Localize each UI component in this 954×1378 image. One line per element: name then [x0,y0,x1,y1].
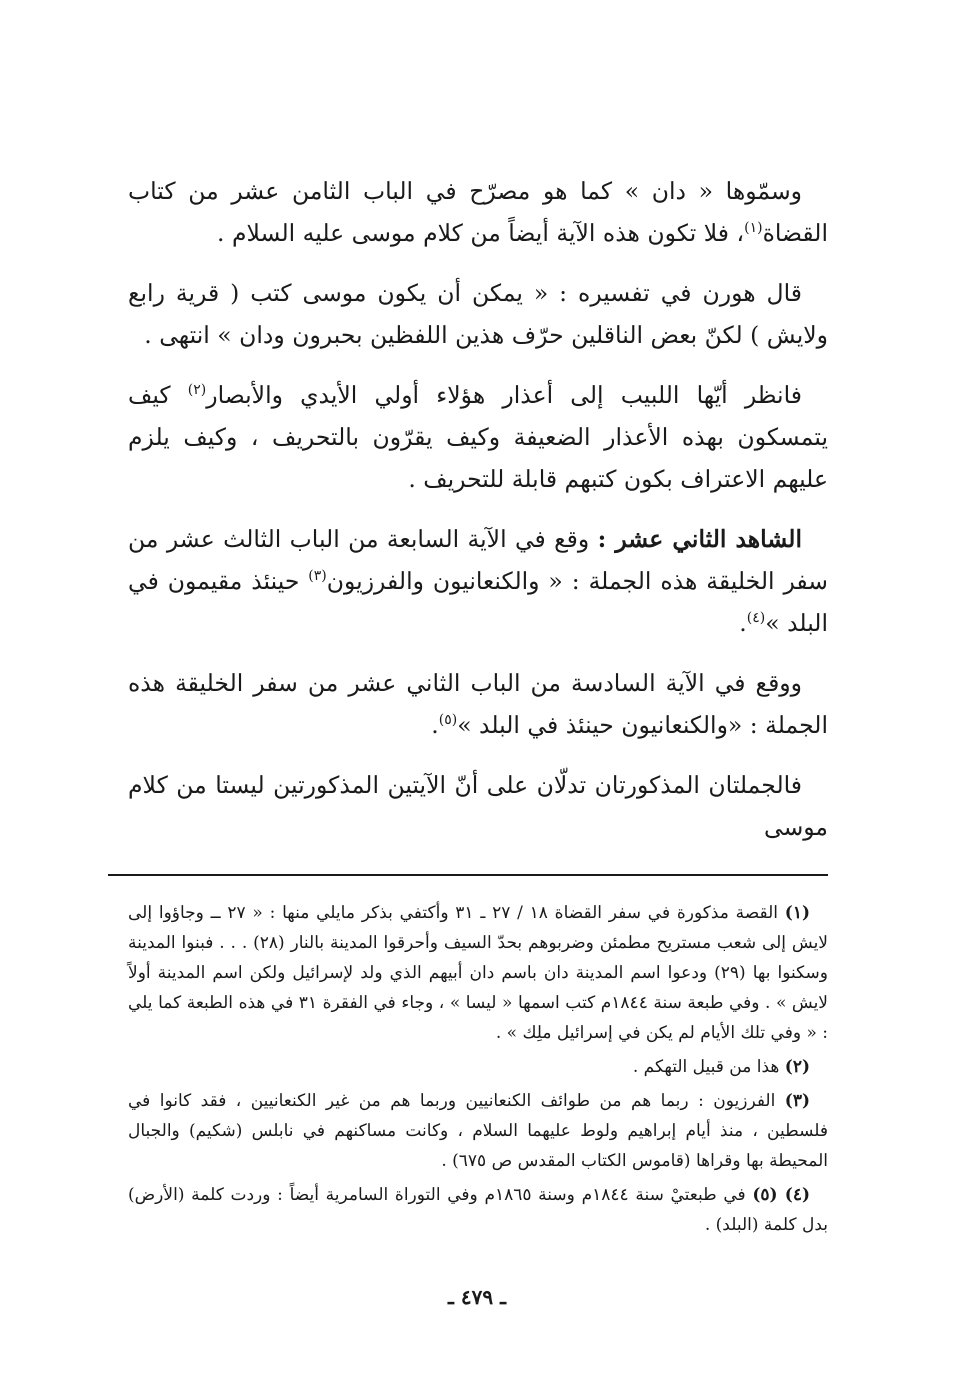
footnote-ref-1: (١) [744,220,763,237]
footnote-ref-5: (٥) [438,712,458,729]
p4-text-b: حينئذ مقيمون في البلد » [128,567,828,637]
footnote-1 [128,898,828,1048]
page-number: ـ ٤٧٩ ـ [448,1285,506,1309]
footnote-3-text: الفرزيون : ربما هم من طوائف الكنعانيين وربما هم من غير الكنعانيين ، فقد كانوا في فلسطين ، منذ أيام إبراهيم ولوط عليهما السلام ، وكانت مساكنهم في نابلس (شكيم) والجبال المحيطة بها وقراها (قاموس الكتاب المقدس ص ٦٧٥) . [128,1091,828,1171]
p4-end: . [739,609,747,637]
footnote-3-number: (٣) [784,1091,811,1111]
paragraph-1 [128,170,828,254]
footnote-1-number: (١) [784,903,811,923]
p1-tail: ، فلا تكون هذه الآية أيضاً من كلام موسى عليه السلام . [217,219,745,247]
footnote-4-5-number: (٤) (٥) [752,1185,811,1205]
footnote-ref-4: (٤) [746,610,766,627]
footnote-2 [128,1052,828,1082]
paragraph-5 [128,662,828,746]
p3-text-a: فانظر أيّها اللبيب إلى أعذار هؤلاء أولي الأيدي والأبصار [206,381,802,409]
footnote-ref-3: (٣) [308,568,327,585]
p5-text: ووقع في الآية السادسة من الباب الثاني عشر من سفر الخليقة هذه الجملة : «والكنعانيون حينئذ في البلد » [128,669,828,739]
p1-text: وسمّوها « دان » كما هو مصرّح في الباب الثامن عشر من كتاب القضاة [128,177,828,247]
p3-text-b: كيف يتمسكون بهذه الأعذار الضعيفة وكيف يقرّون بالتحريف ، وكيف يلزم عليهم الاعتراف بكون كتبهم قابلة للتحريف . [128,381,828,493]
footnote-4-5 [128,1180,828,1240]
paragraph-3 [128,374,828,500]
footnote-divider [108,874,828,876]
paragraph-6 [128,764,828,848]
p5-end: . [431,711,439,739]
footnote-1-text: القصة مذكورة في سفر القضاة ١٨ / ٢٧ ـ ٣١ وأكتفي بذكر مايلي منها : « ٢٧ ــ وجاؤوا إلى لايش إلى شعب مستريح مطمئن وضربوهم بحدّ السيف وأحرقوا المدينة بالنار (٢٨) . . . فبنوا المدينة وسكنوا بها (٢٩) ودعوا اسم المدينة دان باسم دان أبيهم الذي ولد لإسرائيل ولكن اسم المدينة أولاً لايش » . وفي طبعة سنة ١٨٤٤م كتب اسمها « ليسا » ، وجاء في الفقرة ٣١ في هذه الطبعة كما يلي : « وفي تلك الأيام لم يكن في إسرائيل ملِك » . [128,903,828,1043]
p2-text: قال هورن في تفسيره : « يمكن أن يكون موسى كتب ( قرية رابع ولايش ) لكنّ بعض الناقلين حرّف هذين اللفظين بحبرون ودان » انتهى . [128,279,828,349]
footnote-3 [128,1086,828,1176]
footnote-2-text: هذا من قبيل التهكم . [632,1057,780,1077]
paragraph-4 [128,518,828,644]
footnote-2-number: (٢) [784,1057,810,1077]
footnote-ref-2: (٢) [187,382,207,399]
p4-text-a: وقع في الآية السابعة من الباب الثالث عشر من سفر الخليقة هذه الجملة : « والكنعانيون والفرزيون [128,525,828,595]
p6-text: فالجملتان المذكورتان تدلّان على أنّ الآيتين المذكورتين ليستا من كلام موسى [128,771,828,841]
page-content [128,170,828,1244]
section-heading: الشاهد الثاني عشر : [597,525,802,553]
paragraph-2 [128,272,828,356]
footnote-4-5-text: في طبعتيْ سنة ١٨٤٤م وسنة ١٨٦٥م وفي التوراة السامرية أيضاً : وردت كلمة (الأرض) بدل كلمة (البلد) . [128,1185,828,1235]
